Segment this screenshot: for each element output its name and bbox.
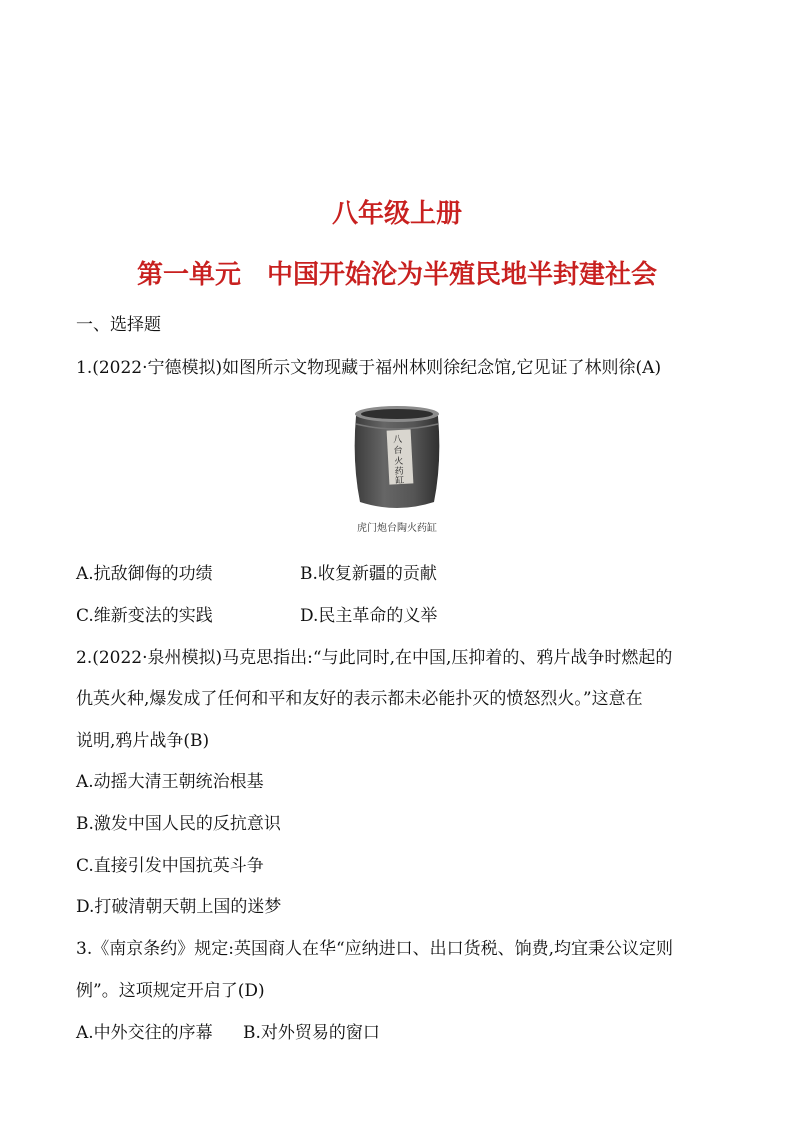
question-2-stem-line-3: 说明,鸦片战争(B) xyxy=(76,731,210,751)
q2-option-d: D.打破清朝天朝上国的迷梦 xyxy=(76,897,282,917)
q1-option-d: D.民主革命的义举 xyxy=(300,606,438,626)
question-2-stem-line-1: 2.(2022·泉州模拟)马克思指出:“与此同时,在中国,压抑着的、鸦片战争时燃起的 xyxy=(76,648,673,668)
unit-title: 第一单元 中国开始沦为半殖民地半封建社会 xyxy=(136,260,657,290)
q2-option-c: C.直接引发中国抗英斗争 xyxy=(76,856,264,876)
q2-option-a: A.动摇大清王朝统治根基 xyxy=(76,772,264,792)
svg-text:八: 八 xyxy=(392,434,403,446)
gunpowder-jar-image xyxy=(350,402,444,514)
figure-caption: 虎门炮台陶火药缸 xyxy=(357,523,437,534)
q3-option-a: A.中外交往的序幕 xyxy=(76,1023,213,1043)
question-3-stem-line-1: 3.《南京条约》规定:英国商人在华“应纳进口、出口货税、饷费,均宜秉公议定则 xyxy=(76,939,674,959)
q1-option-b: B.收复新疆的贡献 xyxy=(300,564,437,584)
question-3-stem-line-2: 例”。这项规定开启了(D) xyxy=(76,981,265,1001)
q2-option-b: B.激发中国人民的反抗意识 xyxy=(76,814,281,834)
book-title: 八年级上册 xyxy=(331,199,462,229)
svg-text:火: 火 xyxy=(394,456,404,468)
svg-text:台: 台 xyxy=(393,445,403,457)
q1-option-a: A.抗敌御侮的功绩 xyxy=(76,564,213,584)
section-heading: 一、选择题 xyxy=(76,315,161,335)
question-1-stem: 1.(2022·宁德模拟)如图所示文物现藏于福州林则徐纪念馆,它见证了林则徐(A) xyxy=(76,358,662,378)
svg-text:药: 药 xyxy=(394,466,405,478)
q3-option-b: B.对外贸易的窗口 xyxy=(243,1023,380,1043)
q1-option-c: C.维新变法的实践 xyxy=(76,606,213,626)
jar-mouth xyxy=(361,409,433,419)
svg-text:缸: 缸 xyxy=(395,475,405,487)
question-2-stem-line-2: 仇英火种,爆发成了任何和平和友好的表示都未必能扑灭的愤怒烈火。”这意在 xyxy=(76,689,643,709)
